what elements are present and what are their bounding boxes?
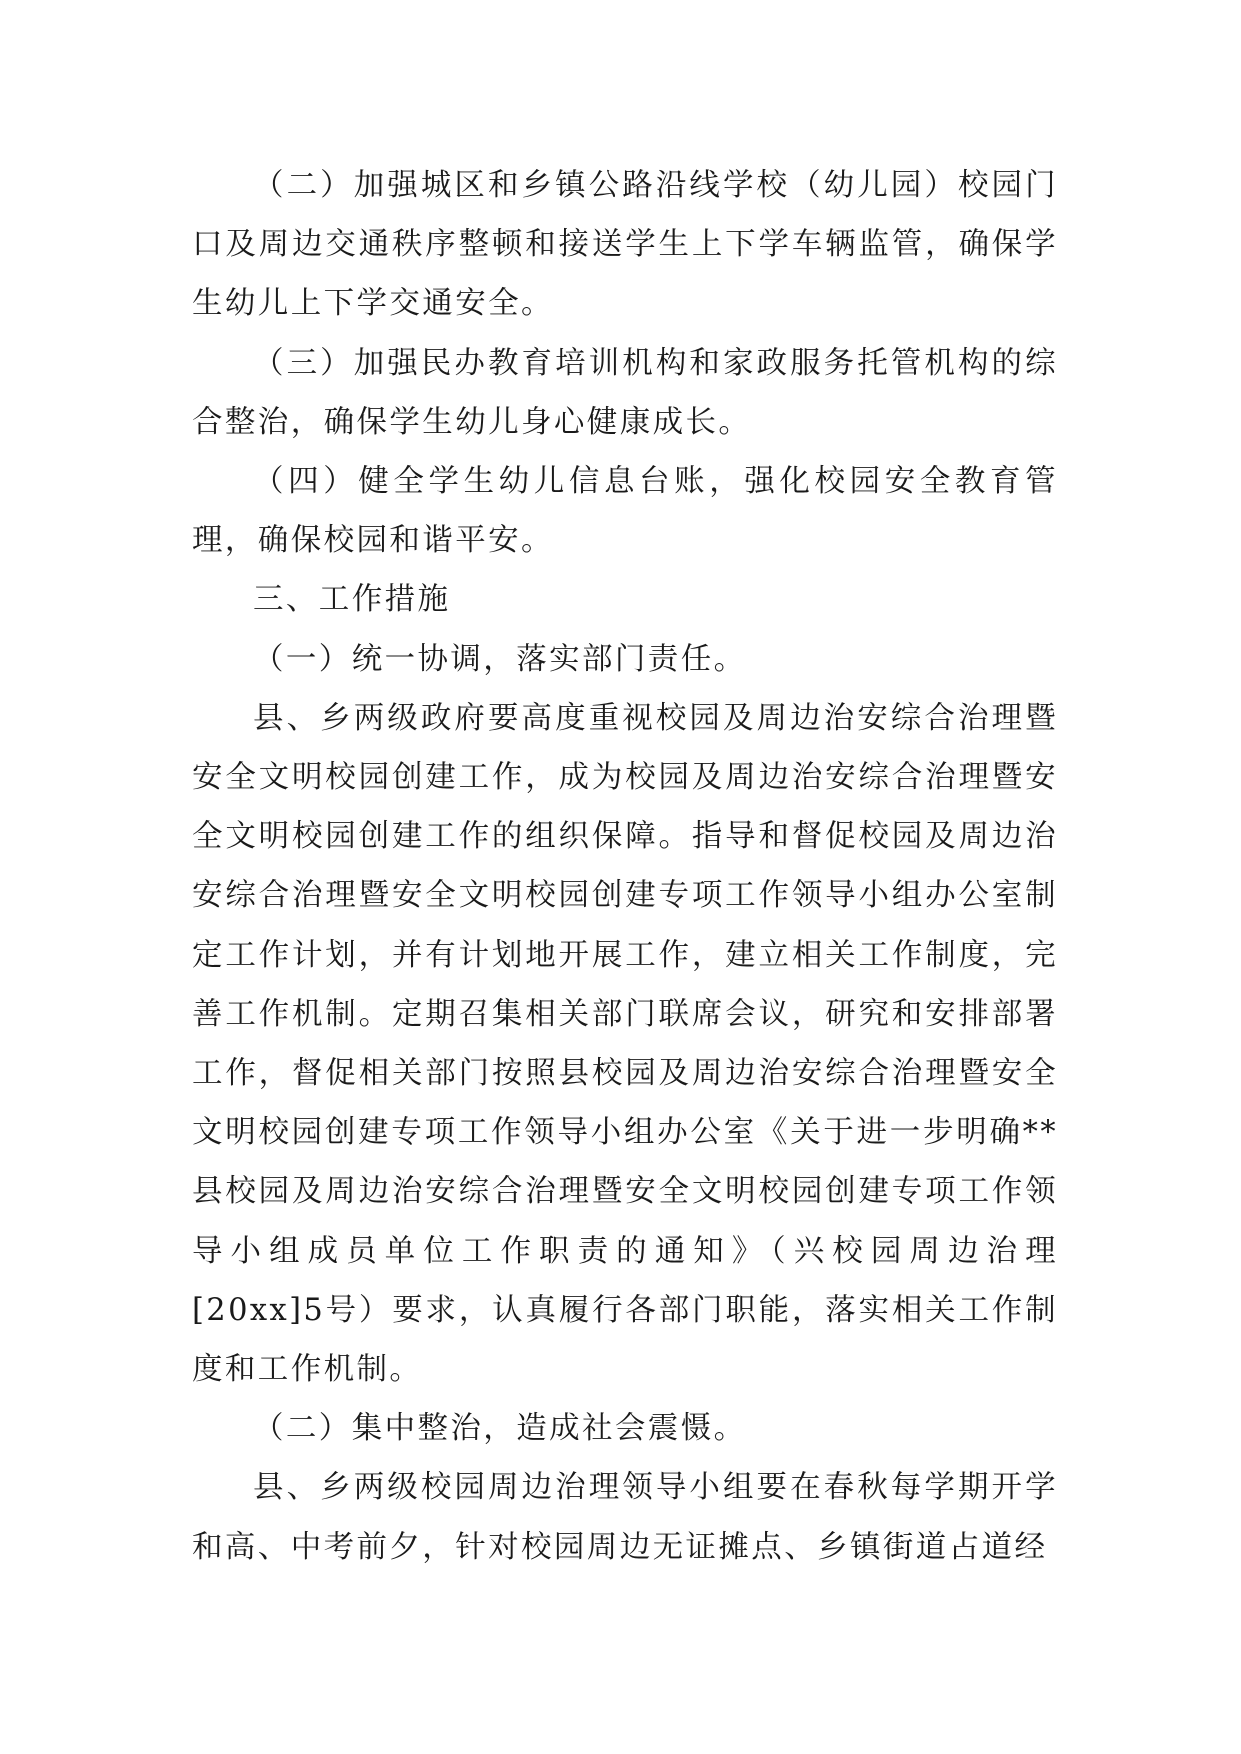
subheading-coordination: （一）统一协调，落实部门责任。 — [253, 641, 747, 677]
document-page — [192, 156, 1058, 1577]
paragraph-student-records: （四）健全学生幼儿信息台账，强化校园安全教育管理，确保校园和谐平安。 — [192, 464, 1058, 559]
paragraph-campus-governance: 县、乡两级校园周边治理领导小组要在春秋每学期开学和高、中考前夕，针对校园周边无证摊点、乡镇街道占道经 — [192, 1470, 1058, 1565]
paragraph-government-responsibility: 县、乡两级政府要高度重视校园及周边治安综合治理暨安全文明校园创建工作，成为校园及周边治安综合治理暨安全文明校园创建工作的组织保障。指导和督促校园及周边治安综合治理暨安全文明校园创建专项工作领导小组办公室制定工作计划，并有计划地开展工作，建立相关工作制度，完善工作机制。定期召集相关部门联席会议，研究和安排部署工作，督促相关部门按照县校园及周边治安综合治理暨安全文明校园创建专项工作领导小组办公室《关于进一步明确**县校园及周边治安综合治理暨安全文明校园创建专项工作领导小组成员单位工作职责的通知》（兴校园周边治理[20xx]5号）要求，认真履行各部门职能，落实相关工作制度和工作机制。 — [192, 700, 1058, 1388]
section-heading-measures: 三、工作措施 — [253, 582, 451, 618]
paragraph-private-institutions: （三）加强民办教育培训机构和家政服务托管机构的综合整治，确保学生幼儿身心健康成长。 — [192, 345, 1058, 440]
subheading-concentrated-rectification: （二）集中整治，造成社会震慑。 — [253, 1411, 747, 1447]
paragraph-traffic-order: （二）加强城区和乡镇公路沿线学校（幼儿园）校园门口及周边交通秩序整顿和接送学生上下学车辆监管，确保学生幼儿上下学交通安全。 — [192, 168, 1058, 322]
